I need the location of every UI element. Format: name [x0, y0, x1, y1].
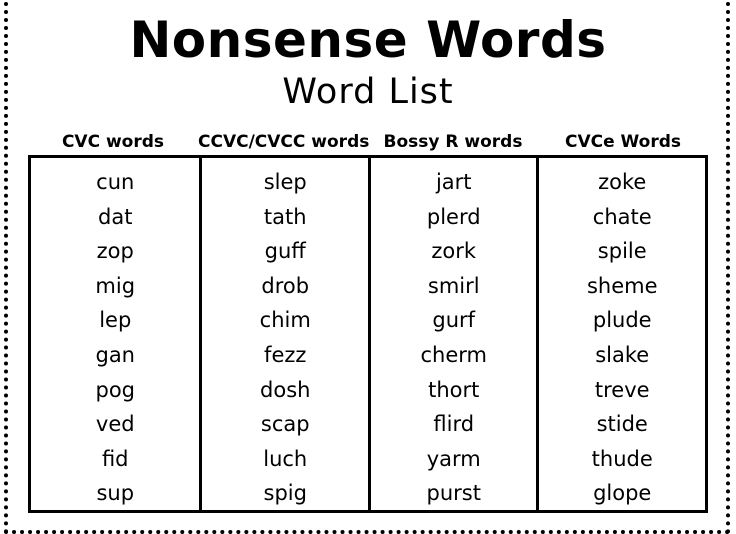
word-cell: fezz [264, 342, 307, 367]
word-cell: thude [591, 446, 653, 471]
word-cell: drob [261, 273, 310, 298]
column-bossy-r [368, 158, 537, 510]
word-cell: slake [595, 342, 650, 367]
word-cell: plude [592, 308, 652, 333]
word-cell: cun [96, 170, 135, 194]
word-cell: jart [435, 170, 472, 194]
word-cell: zop [96, 239, 134, 264]
word-cell: lep [99, 308, 132, 333]
word-cell: mig [95, 273, 136, 298]
word-cell: spig [263, 481, 307, 506]
word-cell: stide [596, 412, 648, 437]
word-cell: sheme [586, 273, 658, 298]
word-table [28, 155, 708, 513]
word-cell: purst [426, 481, 481, 506]
column-headers [28, 130, 708, 154]
column-header-ccvc-cvcc: CCVC/CVCC words [198, 132, 370, 152]
word-cell: cherm [420, 342, 487, 367]
word-cell: smirl [427, 273, 480, 298]
word-cell: zoke [598, 170, 647, 194]
column-cvc [31, 158, 199, 510]
word-cell: glope [593, 481, 652, 506]
word-cell: scap [260, 412, 310, 437]
column-cvce [536, 158, 705, 510]
word-cell: chim [259, 308, 311, 333]
word-cell: dat [98, 204, 133, 229]
word-cell: slep [263, 170, 307, 194]
word-cell: gurf [432, 308, 476, 333]
word-cell: luch [263, 446, 308, 471]
word-cell: flird [433, 412, 475, 437]
column-ccvc-cvcc [199, 158, 368, 510]
word-cell: thort [428, 377, 480, 402]
word-cell: sup [96, 481, 135, 506]
page-subtitle: Word List [282, 72, 454, 112]
word-cell: pog [95, 377, 135, 402]
column-header-cvce: CVCe Words [564, 132, 682, 152]
page-title: Nonsense Words [129, 11, 607, 69]
word-cell: tath [263, 204, 307, 229]
word-cell: treve [594, 377, 650, 402]
word-cell: zork [431, 239, 477, 264]
word-cell: chate [592, 204, 652, 229]
word-cell: yarm [426, 446, 481, 471]
word-cell: guff [264, 239, 306, 264]
word-cell: dosh [260, 377, 311, 402]
word-cell: ved [95, 412, 135, 437]
column-header-bossy-r: Bossy R words [383, 132, 523, 152]
word-cell: gan [95, 342, 135, 367]
column-header-cvc: CVC words [61, 132, 165, 152]
word-cell: plerd [426, 204, 481, 229]
word-cell: spile [597, 239, 647, 264]
word-cell: fid [101, 446, 129, 471]
